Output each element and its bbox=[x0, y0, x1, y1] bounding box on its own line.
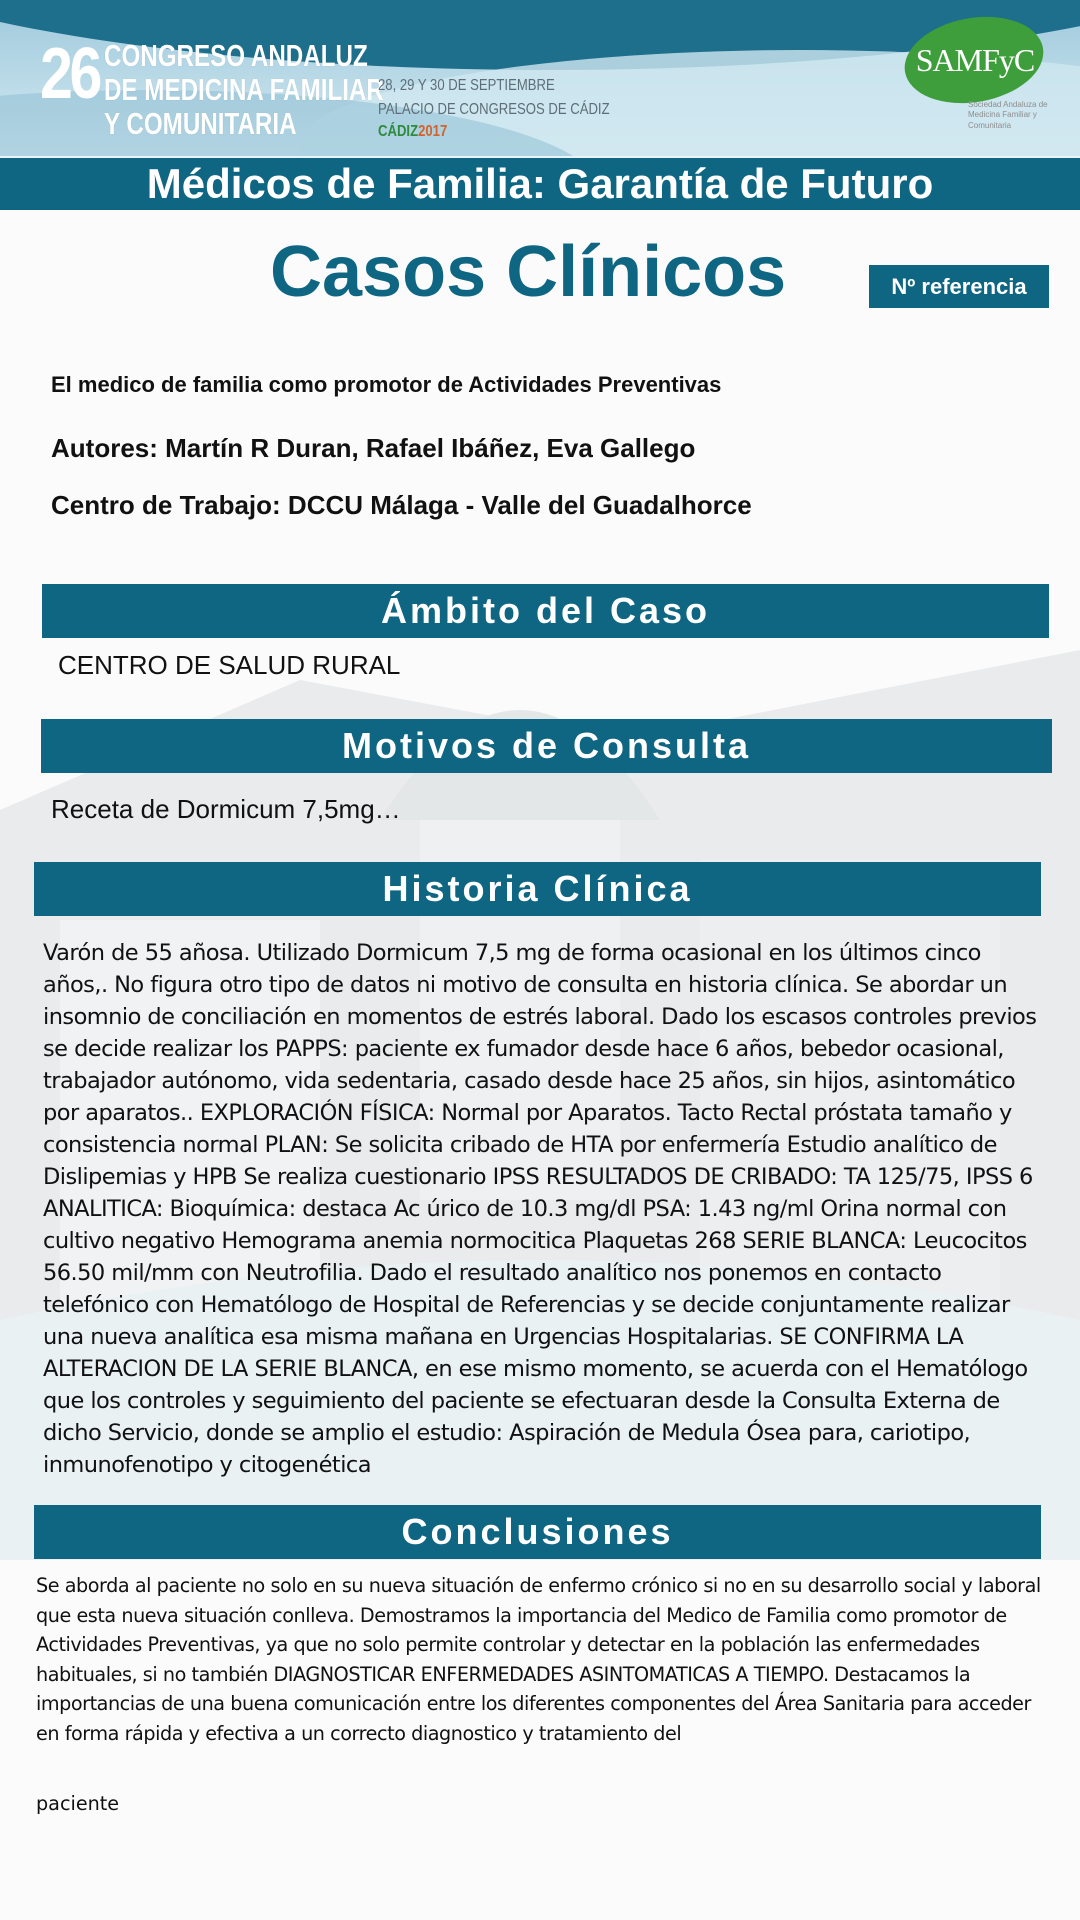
case-title: El medico de familia como promotor de Actividades Preventivas bbox=[51, 372, 722, 397]
conclusiones-text: Se aborda al paciente no solo en su nueva situación de enfermo crónico si no en su desarrollo social y laboral que esta nueva situación conlleva. Demostramos la importancia del Medico de Familia como promotor de Actividades Preventivas, ya que no solo permite controlar y detectar en la población las enfermedades habituales, si no también DIAGNOSTICAR ENFERMEDADES ASINTOMATICAS A TIEMPO. Destacamos la importancias de una buena comunicación entre los diferentes componentes del Área Sanitaria para acceder en forma rápida y efectiva a un correcto diagnostico y tratamiento del bbox=[36, 1574, 1041, 1745]
section-heading-conclusiones: Conclusiones bbox=[34, 1505, 1041, 1559]
authors-line: Autores: Martín R Duran, Rafael Ibáñez, Eva Gallego bbox=[51, 433, 696, 463]
motivos-text: Receta de Dormicum 7,5mg… bbox=[51, 794, 401, 824]
samfyc-logo-subtitle: Sociedad Andaluza de Medicina Familiar y Comunitaria bbox=[968, 100, 1048, 130]
year-label: 2017 bbox=[418, 123, 448, 140]
congress-venue: PALACIO DE CONGRESOS DE CÁDIZ bbox=[378, 101, 610, 118]
city-label: CÁDIZ bbox=[378, 123, 419, 140]
congress-title-line: DE MEDICINA FAMILIAR bbox=[104, 72, 384, 107]
section-heading-motivos: Motivos de Consulta bbox=[41, 719, 1052, 773]
header-banner bbox=[0, 0, 1080, 156]
samfyc-logo-text: SAMFyC bbox=[915, 42, 1035, 78]
ambito-text: CENTRO DE SALUD RURAL bbox=[58, 650, 401, 680]
section-heading-historia: Historia Clínica bbox=[34, 862, 1041, 916]
work-center-line: Centro de Trabajo: DCCU Málaga - Valle del Guadalhorce bbox=[51, 490, 752, 520]
slogan-bar: Médicos de Familia: Garantía de Futuro bbox=[0, 156, 1080, 210]
congress-number: 26 bbox=[40, 34, 100, 114]
section-heading-ambito: Ámbito del Caso bbox=[42, 584, 1049, 638]
congress-dates: 28, 29 Y 30 DE SEPTIEMBRE bbox=[378, 77, 555, 94]
reference-number-badge: Nº referencia bbox=[869, 265, 1049, 308]
congress-title-line: CONGRESO ANDALUZ bbox=[104, 38, 368, 73]
congress-title-line: Y COMUNITARIA bbox=[104, 106, 297, 141]
page-title: Casos Clínicos bbox=[270, 232, 787, 312]
historia-text: Varón de 55 añosa. Utilizado Dormicum 7,5 mg de forma ocasional en los últimos cinco años,. No figura otro tipo de datos ni motivo de consulta en historia clínica. Se abordar un insomnio de conciliación en momentos de estrés laboral. Dado los escasos controles previos se decide realizar los PAPPS: paciente ex fumador desde hace 6 años, bebedor ocasional, trabajador autónomo, vida sedentaria, casado desde hace 25 años, sin hijos, asintomático por aparatos.. EXPLORACIÓN FÍSICA: Normal por Aparatos. Tacto Rectal próstata tamaño y consistencia normal PLAN: Se solicita cribado de HTA por enfermería Estudio analítico de Dislipemias y HPB Se realiza cuestionario IPSS RESULTADOS DE CRIBADO: TA 125/75, IPSS 6 ANALITICA: Bioquímica: destaca Ac úrico de 10.3 mg/dl PSA: 1.43 ng/ml Orina normal con cultivo negativo Hemograma anemia normocitica Plaquetas 268 SERIE BLANCA: Leucocitos 56.50 mil/mm con Neutrofilia. Dado el resultado analítico nos ponemos en contacto telefónico con Hematólogo de Hospital de Referencias y se decide conjuntamente realizar una nueva analítica esa misma mañana en Urgencias Hospitalarias. SE CONFIRMA LA ALTERACION DE LA SERIE BLANCA, en ese mismo momento, se acuerda con el Hematólogo que los controles y seguimiento del paciente se efectuaran desde la Consulta Externa de dicho Servicio, donde se amplio el estudio: Aspiración de Medula Ósea para, cariotipo, inmunofenotipo y citogenética bbox=[43, 940, 1037, 1478]
conclusiones-last-word: paciente bbox=[36, 1792, 120, 1815]
congress-city-year bbox=[378, 124, 447, 140]
